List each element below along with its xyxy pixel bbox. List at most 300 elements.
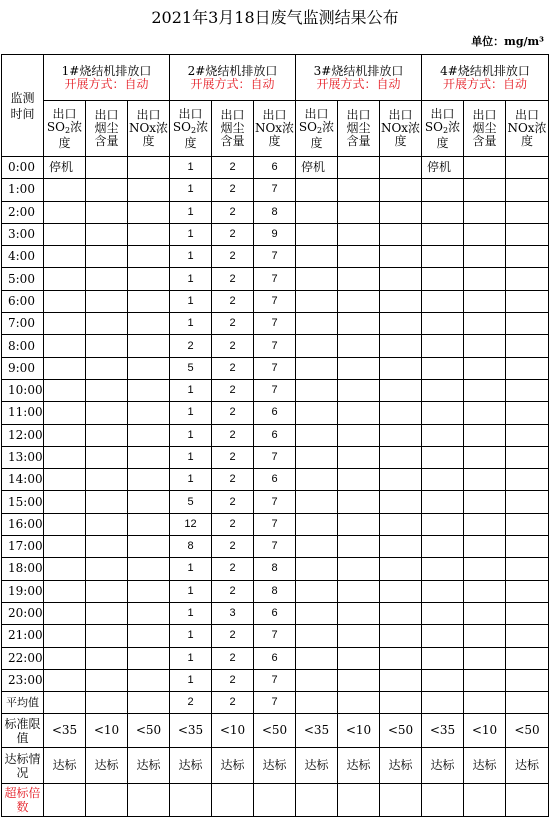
value-cell bbox=[380, 536, 422, 558]
value-cell bbox=[506, 313, 549, 335]
value-cell: 2 bbox=[212, 558, 254, 580]
value-cell bbox=[44, 469, 86, 491]
table-row-label: 17:00 bbox=[2, 536, 44, 558]
value-cell bbox=[296, 625, 338, 647]
value-cell bbox=[422, 558, 464, 580]
value-cell bbox=[506, 558, 549, 580]
value-cell bbox=[506, 379, 549, 401]
value-cell bbox=[44, 647, 86, 669]
table-row-label: 16:00 bbox=[2, 513, 44, 535]
value-cell bbox=[86, 513, 128, 535]
value-cell: 2 bbox=[212, 335, 254, 357]
value-cell bbox=[464, 223, 506, 245]
nox-header-line2: NOx浓 bbox=[128, 121, 169, 135]
machine-1-mode-label: 开展方式： bbox=[64, 76, 125, 91]
value-cell: 7 bbox=[254, 513, 296, 535]
value-cell: <50 bbox=[380, 714, 422, 748]
value-cell: 9 bbox=[254, 223, 296, 245]
value-cell: 6 bbox=[254, 469, 296, 491]
value-cell bbox=[128, 246, 170, 268]
value-cell: 7 bbox=[254, 246, 296, 268]
table-row-label: 15:00 bbox=[2, 491, 44, 513]
value-cell bbox=[464, 424, 506, 446]
value-cell: 7 bbox=[254, 446, 296, 468]
value-cell bbox=[338, 602, 380, 624]
value-cell: 7 bbox=[254, 357, 296, 379]
value-cell bbox=[128, 469, 170, 491]
value-cell bbox=[86, 246, 128, 268]
table-row-label: 9:00 bbox=[2, 357, 44, 379]
value-cell bbox=[212, 784, 254, 817]
value-cell: 达标 bbox=[380, 748, 422, 784]
value-cell bbox=[44, 223, 86, 245]
value-cell bbox=[128, 669, 170, 691]
table-row-label: 23:00 bbox=[2, 669, 44, 691]
table-row-label: 2:00 bbox=[2, 201, 44, 223]
value-cell bbox=[338, 357, 380, 379]
value-cell: 停机 bbox=[296, 157, 338, 179]
value-cell bbox=[44, 246, 86, 268]
value-cell: 6 bbox=[254, 402, 296, 424]
value-cell: 2 bbox=[212, 379, 254, 401]
dust-header-line1: 出口 bbox=[346, 108, 371, 122]
so2-header-line1: 出口 bbox=[52, 106, 77, 121]
value-cell: 1 bbox=[170, 313, 212, 335]
value-cell bbox=[338, 402, 380, 424]
value-cell bbox=[380, 446, 422, 468]
value-cell bbox=[44, 784, 86, 817]
value-cell bbox=[296, 647, 338, 669]
value-cell bbox=[380, 402, 422, 424]
value-cell bbox=[44, 536, 86, 558]
machine-header-row bbox=[2, 55, 549, 101]
value-cell bbox=[422, 201, 464, 223]
value-cell bbox=[422, 223, 464, 245]
so2-header-so: SO bbox=[424, 119, 443, 134]
value-cell: 2 bbox=[212, 424, 254, 446]
value-cell: 达标 bbox=[254, 748, 296, 784]
value-cell bbox=[380, 558, 422, 580]
value-cell bbox=[506, 784, 549, 817]
machine-3-mode bbox=[296, 78, 421, 91]
value-cell bbox=[86, 357, 128, 379]
value-cell bbox=[464, 357, 506, 379]
value-cell bbox=[380, 379, 422, 401]
table-row bbox=[2, 157, 549, 179]
nox-header-line1: 出口 bbox=[388, 108, 413, 122]
value-cell bbox=[296, 223, 338, 245]
value-cell bbox=[380, 335, 422, 357]
value-cell bbox=[506, 335, 549, 357]
value-cell bbox=[296, 469, 338, 491]
value-cell: 2 bbox=[212, 536, 254, 558]
value-cell: 2 bbox=[212, 223, 254, 245]
value-cell: 7 bbox=[254, 179, 296, 201]
exceed-row-label: 超标倍数 bbox=[2, 784, 44, 817]
value-cell bbox=[86, 625, 128, 647]
value-cell bbox=[128, 536, 170, 558]
value-cell: 1 bbox=[170, 246, 212, 268]
value-cell bbox=[506, 513, 549, 535]
value-cell: 2 bbox=[170, 335, 212, 357]
value-cell bbox=[464, 157, 506, 179]
so2-header-line1: 出口 bbox=[178, 106, 203, 121]
value-cell bbox=[506, 268, 549, 290]
time-col-header-text: 监测 时间 bbox=[10, 90, 35, 121]
value-cell bbox=[44, 692, 86, 714]
value-cell bbox=[86, 335, 128, 357]
value-cell: <35 bbox=[44, 714, 86, 748]
value-cell bbox=[128, 647, 170, 669]
value-cell bbox=[464, 469, 506, 491]
value-cell bbox=[128, 424, 170, 446]
value-cell bbox=[506, 201, 549, 223]
value-cell bbox=[464, 402, 506, 424]
nox-header-line3: 度 bbox=[394, 134, 407, 148]
value-cell bbox=[422, 402, 464, 424]
value-cell bbox=[44, 424, 86, 446]
table-row bbox=[2, 424, 549, 446]
machine-4-header bbox=[422, 55, 549, 101]
value-cell bbox=[422, 602, 464, 624]
value-cell bbox=[44, 290, 86, 312]
table-row bbox=[2, 558, 549, 580]
so2-header-nong: 浓 bbox=[448, 119, 461, 134]
value-cell bbox=[338, 446, 380, 468]
value-cell bbox=[128, 625, 170, 647]
table-row bbox=[2, 669, 549, 691]
value-cell bbox=[338, 625, 380, 647]
dust-header-line2: 烟尘 bbox=[220, 121, 245, 135]
value-cell bbox=[86, 491, 128, 513]
value-cell bbox=[44, 201, 86, 223]
value-cell: 8 bbox=[254, 201, 296, 223]
value-cell bbox=[422, 669, 464, 691]
value-cell bbox=[506, 469, 549, 491]
value-cell: 2 bbox=[212, 268, 254, 290]
value-cell bbox=[296, 669, 338, 691]
table-row-label: 11:00 bbox=[2, 402, 44, 424]
table-row-label: 5:00 bbox=[2, 268, 44, 290]
value-cell bbox=[338, 223, 380, 245]
machine-2-name: 2#烧结机排放口 bbox=[187, 63, 278, 78]
value-cell: <35 bbox=[296, 714, 338, 748]
value-cell: 达标 bbox=[464, 748, 506, 784]
value-cell bbox=[422, 513, 464, 535]
value-cell bbox=[86, 157, 128, 179]
value-cell bbox=[296, 784, 338, 817]
nox-header bbox=[254, 101, 296, 157]
nox-header-line2: NOx浓 bbox=[380, 121, 421, 135]
table-row bbox=[2, 246, 549, 268]
value-cell: 1 bbox=[170, 580, 212, 602]
so2-header-so: SO bbox=[298, 119, 317, 134]
dust-header-line3: 含量 bbox=[346, 134, 371, 148]
average-row bbox=[2, 692, 549, 714]
so2-header-line1: 出口 bbox=[430, 106, 455, 121]
table-row bbox=[2, 268, 549, 290]
table-row-label: 13:00 bbox=[2, 446, 44, 468]
value-cell bbox=[86, 647, 128, 669]
value-cell bbox=[338, 424, 380, 446]
value-cell bbox=[506, 246, 549, 268]
machine-2-header bbox=[170, 55, 296, 101]
dust-header-line2: 烟尘 bbox=[346, 121, 371, 135]
value-cell: 7 bbox=[254, 669, 296, 691]
value-cell bbox=[296, 602, 338, 624]
dust-header-line1: 出口 bbox=[472, 108, 497, 122]
value-cell bbox=[506, 223, 549, 245]
parameter-header-row bbox=[2, 101, 549, 157]
value-cell: 2 bbox=[212, 692, 254, 714]
machine-4-mode bbox=[422, 78, 548, 91]
value-cell: 3 bbox=[212, 602, 254, 624]
table-row bbox=[2, 201, 549, 223]
value-cell bbox=[380, 647, 422, 669]
value-cell bbox=[86, 669, 128, 691]
machine-3-mode-value: 自动 bbox=[376, 76, 401, 91]
so2-header-line2 bbox=[170, 121, 211, 137]
value-cell: 2 bbox=[212, 446, 254, 468]
value-cell bbox=[86, 223, 128, 245]
value-cell: 1 bbox=[170, 424, 212, 446]
value-cell: 达标 bbox=[296, 748, 338, 784]
value-cell: <10 bbox=[464, 714, 506, 748]
value-cell bbox=[296, 290, 338, 312]
value-cell bbox=[296, 558, 338, 580]
value-cell bbox=[86, 379, 128, 401]
dust-header bbox=[464, 101, 506, 157]
value-cell bbox=[464, 268, 506, 290]
table-row-label: 8:00 bbox=[2, 335, 44, 357]
value-cell: 1 bbox=[170, 402, 212, 424]
value-cell bbox=[380, 201, 422, 223]
table-row bbox=[2, 357, 549, 379]
value-cell bbox=[422, 313, 464, 335]
value-cell bbox=[380, 784, 422, 817]
value-cell bbox=[128, 692, 170, 714]
value-cell bbox=[86, 469, 128, 491]
table-row-label: 19:00 bbox=[2, 580, 44, 602]
value-cell bbox=[422, 290, 464, 312]
machine-1-header bbox=[44, 55, 170, 101]
value-cell bbox=[296, 335, 338, 357]
value-cell bbox=[506, 580, 549, 602]
table-row-label: 12:00 bbox=[2, 424, 44, 446]
value-cell: 7 bbox=[254, 335, 296, 357]
value-cell bbox=[338, 157, 380, 179]
table-row-label: 14:00 bbox=[2, 469, 44, 491]
value-cell bbox=[296, 357, 338, 379]
value-cell: 8 bbox=[170, 536, 212, 558]
value-cell: 达标 bbox=[338, 748, 380, 784]
value-cell bbox=[44, 602, 86, 624]
so2-header-nong: 浓 bbox=[70, 119, 83, 134]
value-cell bbox=[128, 558, 170, 580]
so2-header-so: SO bbox=[46, 119, 65, 134]
table-row bbox=[2, 602, 549, 624]
time-col-header bbox=[2, 55, 44, 157]
value-cell bbox=[464, 446, 506, 468]
value-cell bbox=[338, 201, 380, 223]
value-cell bbox=[422, 469, 464, 491]
nox-header-line2: NOx浓 bbox=[254, 121, 295, 135]
value-cell: 停机 bbox=[422, 157, 464, 179]
value-cell bbox=[128, 268, 170, 290]
nox-header bbox=[128, 101, 170, 157]
value-cell bbox=[128, 379, 170, 401]
value-cell bbox=[422, 335, 464, 357]
value-cell: 7 bbox=[254, 313, 296, 335]
value-cell bbox=[380, 602, 422, 624]
value-cell bbox=[86, 290, 128, 312]
value-cell bbox=[44, 513, 86, 535]
value-cell bbox=[380, 223, 422, 245]
value-cell bbox=[380, 424, 422, 446]
value-cell: 1 bbox=[170, 469, 212, 491]
value-cell bbox=[44, 402, 86, 424]
machine-4-mode-label: 开展方式： bbox=[442, 76, 503, 91]
value-cell bbox=[422, 491, 464, 513]
table-row bbox=[2, 469, 549, 491]
value-cell: 达标 bbox=[86, 748, 128, 784]
value-cell bbox=[86, 201, 128, 223]
value-cell bbox=[506, 179, 549, 201]
value-cell: 2 bbox=[212, 157, 254, 179]
value-cell: 5 bbox=[170, 491, 212, 513]
value-cell: 1 bbox=[170, 558, 212, 580]
dust-header bbox=[86, 101, 128, 157]
value-cell bbox=[422, 268, 464, 290]
machine-2-mode bbox=[170, 78, 295, 91]
so2-header-subscript: 2 bbox=[316, 125, 323, 135]
value-cell: 2 bbox=[212, 669, 254, 691]
table-row-label: 22:00 bbox=[2, 647, 44, 669]
value-cell: 达标 bbox=[44, 748, 86, 784]
so2-header-line2 bbox=[296, 121, 337, 137]
value-cell bbox=[296, 379, 338, 401]
value-cell: <50 bbox=[254, 714, 296, 748]
value-cell bbox=[296, 536, 338, 558]
table-row bbox=[2, 513, 549, 535]
table-row-label: 10:00 bbox=[2, 379, 44, 401]
value-cell bbox=[128, 223, 170, 245]
value-cell bbox=[338, 469, 380, 491]
dust-header-line3: 含量 bbox=[94, 134, 119, 148]
value-cell: 2 bbox=[212, 580, 254, 602]
value-cell: 2 bbox=[212, 647, 254, 669]
value-cell bbox=[128, 446, 170, 468]
so2-header-subscript: 2 bbox=[64, 125, 71, 135]
value-cell bbox=[464, 625, 506, 647]
value-cell bbox=[464, 290, 506, 312]
value-cell: 2 bbox=[212, 402, 254, 424]
value-cell: 达标 bbox=[506, 748, 549, 784]
table-row bbox=[2, 223, 549, 245]
limit-row bbox=[2, 714, 549, 748]
nox-header-line2: NOx浓 bbox=[507, 121, 547, 135]
value-cell bbox=[86, 446, 128, 468]
so2-header-subscript: 2 bbox=[190, 125, 197, 135]
value-cell bbox=[422, 246, 464, 268]
value-cell bbox=[506, 602, 549, 624]
dust-header-line3: 含量 bbox=[472, 134, 497, 148]
value-cell bbox=[380, 513, 422, 535]
value-cell: 6 bbox=[254, 424, 296, 446]
value-cell: 7 bbox=[254, 536, 296, 558]
table-row-label: 20:00 bbox=[2, 602, 44, 624]
value-cell bbox=[338, 784, 380, 817]
table-row bbox=[2, 446, 549, 468]
value-cell bbox=[506, 491, 549, 513]
value-cell: 1 bbox=[170, 647, 212, 669]
value-cell: <50 bbox=[506, 714, 549, 748]
value-cell: 7 bbox=[254, 290, 296, 312]
table-row bbox=[2, 379, 549, 401]
so2-header-line3: 度 bbox=[184, 135, 197, 150]
value-cell bbox=[128, 402, 170, 424]
table-row-label: 1:00 bbox=[2, 179, 44, 201]
so2-header bbox=[422, 101, 464, 157]
value-cell bbox=[128, 602, 170, 624]
value-cell bbox=[380, 692, 422, 714]
value-cell bbox=[128, 201, 170, 223]
value-cell bbox=[506, 424, 549, 446]
value-cell bbox=[44, 335, 86, 357]
machine-2-mode-label: 开展方式： bbox=[190, 76, 251, 91]
value-cell: 2 bbox=[212, 513, 254, 535]
value-cell: 达标 bbox=[170, 748, 212, 784]
machine-1-name: 1#烧结机排放口 bbox=[61, 63, 152, 78]
value-cell: 6 bbox=[254, 157, 296, 179]
value-cell: 12 bbox=[170, 513, 212, 535]
value-cell bbox=[380, 491, 422, 513]
so2-header-line1: 出口 bbox=[304, 106, 329, 121]
value-cell bbox=[464, 313, 506, 335]
value-cell bbox=[506, 290, 549, 312]
table-row bbox=[2, 179, 549, 201]
value-cell bbox=[338, 692, 380, 714]
value-cell: 2 bbox=[170, 692, 212, 714]
value-cell: 5 bbox=[170, 357, 212, 379]
value-cell bbox=[506, 357, 549, 379]
value-cell: 8 bbox=[254, 580, 296, 602]
value-cell bbox=[464, 602, 506, 624]
so2-header bbox=[170, 101, 212, 157]
value-cell bbox=[128, 357, 170, 379]
value-cell bbox=[338, 179, 380, 201]
dust-header-line2: 烟尘 bbox=[472, 121, 497, 135]
table-row-label: 3:00 bbox=[2, 223, 44, 245]
value-cell bbox=[86, 536, 128, 558]
value-cell bbox=[296, 446, 338, 468]
value-cell: 6 bbox=[254, 647, 296, 669]
value-cell: 2 bbox=[212, 625, 254, 647]
value-cell bbox=[380, 157, 422, 179]
value-cell: 1 bbox=[170, 179, 212, 201]
so2-header-line2 bbox=[422, 121, 463, 137]
table-row-label: 6:00 bbox=[2, 290, 44, 312]
so2-header-line3: 度 bbox=[58, 135, 71, 150]
dust-header bbox=[212, 101, 254, 157]
value-cell bbox=[86, 580, 128, 602]
table-row-label: 18:00 bbox=[2, 558, 44, 580]
value-cell bbox=[464, 669, 506, 691]
value-cell bbox=[296, 424, 338, 446]
value-cell bbox=[338, 580, 380, 602]
value-cell bbox=[128, 580, 170, 602]
dust-header-line1: 出口 bbox=[220, 108, 245, 122]
